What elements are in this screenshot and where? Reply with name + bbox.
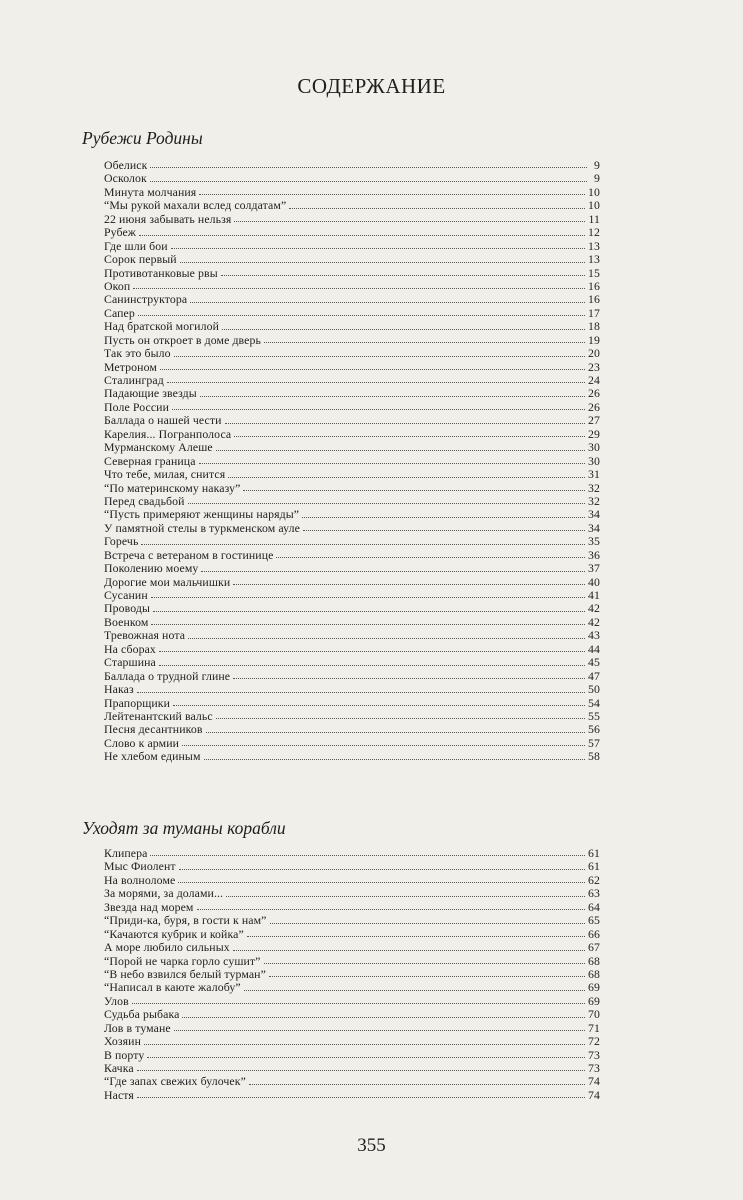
toc-entry — [104, 994, 600, 1007]
toc-entry — [104, 427, 600, 440]
entry-page-number: 34 — [588, 507, 600, 522]
entry-page-number: 40 — [588, 574, 600, 589]
entry-title: Лов в тумане — [104, 1020, 171, 1035]
entry-page-number: 24 — [588, 373, 600, 387]
entry-title: Северная граница — [104, 453, 196, 468]
dot-leader — [276, 553, 585, 558]
dot-leader — [233, 580, 585, 585]
dot-leader — [174, 352, 585, 357]
toc-entry — [104, 655, 600, 668]
dot-leader — [221, 271, 585, 276]
entry-page-number: 43 — [588, 628, 600, 643]
dot-leader — [222, 325, 585, 330]
dot-leader — [199, 190, 585, 195]
toc-entry — [104, 266, 600, 279]
entry-page-number: 35 — [588, 534, 600, 549]
toc-entry — [104, 588, 600, 601]
dot-leader — [144, 1040, 585, 1045]
dot-leader — [151, 620, 585, 625]
toc-entry — [104, 185, 600, 198]
entry-page-number: 65 — [588, 913, 600, 928]
toc-entry — [104, 548, 600, 561]
entry-title: Наказ — [104, 682, 134, 697]
toc-entry — [104, 306, 600, 319]
dot-leader — [182, 1013, 585, 1018]
entry-title: Старшина — [104, 655, 156, 670]
toc-entry — [104, 642, 600, 655]
toc-entry — [104, 360, 600, 373]
entry-page-number: 74 — [588, 1074, 600, 1089]
dot-leader — [197, 905, 586, 910]
dot-leader — [204, 755, 585, 760]
entry-title: Встреча с ветераном в гостинице — [104, 547, 274, 562]
entry-page-number: 58 — [588, 749, 600, 764]
dot-leader — [206, 728, 585, 733]
toc-entry — [104, 346, 600, 359]
dot-leader — [200, 392, 585, 397]
dot-leader — [234, 432, 585, 437]
entry-page-number: 32 — [588, 480, 600, 495]
entry-title: Санинструктора — [104, 292, 188, 307]
entry-title: Так это было — [104, 346, 171, 361]
entry-page-number: 26 — [588, 399, 600, 414]
entry-page-number: 32 — [588, 493, 600, 508]
toc-entry — [104, 873, 600, 886]
entry-title: “Качаются кубрик и койка” — [104, 926, 244, 941]
dot-leader — [244, 986, 585, 991]
dot-leader — [233, 674, 585, 679]
entry-page-number: 74 — [588, 1087, 600, 1102]
entry-title: В порту — [104, 1047, 145, 1062]
entry-page-number: 63 — [588, 886, 600, 901]
entry-title: Клипера — [104, 846, 148, 860]
toc-entry — [104, 158, 600, 171]
toc-entry — [104, 279, 600, 292]
toc-entry — [104, 954, 600, 967]
toc-entry — [104, 467, 600, 480]
entry-page-number: 9 — [594, 171, 600, 186]
entry-title: Что тебе, милая, снится — [104, 467, 226, 482]
entry-title: Военком — [104, 614, 149, 629]
toc-entry — [104, 927, 600, 940]
toc-entry — [104, 521, 600, 534]
entry-title: Баллада о нашей чести — [104, 413, 222, 428]
entry-page-number: 27 — [588, 413, 600, 428]
entry-page-number: 47 — [588, 668, 600, 683]
entry-title: “Написал в каюте жалобу” — [104, 980, 241, 995]
dot-leader — [150, 163, 587, 168]
toc-entry — [104, 1034, 600, 1047]
toc-entry — [104, 400, 600, 413]
entry-page-number: 42 — [588, 614, 600, 629]
dot-leader — [139, 231, 585, 236]
entry-page-number: 67 — [588, 940, 600, 955]
entry-title: Окоп — [104, 278, 131, 293]
dot-leader — [171, 244, 585, 249]
entry-title: Звезда над морем — [104, 899, 194, 914]
entry-page-number: 68 — [588, 953, 600, 968]
entry-title: У памятной стелы в туркменском ауле — [104, 520, 300, 535]
entry-title: “По материнскому наказу” — [104, 480, 241, 495]
entry-title: Пусть он откроет в доме дверь — [104, 332, 261, 347]
dot-leader — [201, 567, 585, 572]
toc-entry — [104, 722, 600, 735]
entry-page-number: 15 — [588, 265, 600, 280]
entry-page-number: 18 — [588, 319, 600, 334]
dot-leader — [190, 298, 585, 303]
entry-title: Судьба рыбака — [104, 1007, 180, 1022]
entry-page-number: 66 — [588, 926, 600, 941]
entry-title: Лейтенантский вальс — [104, 708, 213, 723]
entry-title: Дорогие мои мальчишки — [104, 574, 231, 589]
dot-leader — [153, 607, 585, 612]
toc-entry — [104, 481, 600, 494]
dot-leader — [141, 540, 585, 545]
entry-title: Настя — [104, 1087, 134, 1102]
entry-page-number: 12 — [588, 225, 600, 240]
page-number: 355 — [357, 1135, 386, 1156]
dot-leader — [147, 1053, 585, 1058]
toc-entry — [104, 1007, 600, 1020]
toc-entry — [104, 940, 600, 953]
dot-leader — [233, 946, 585, 951]
dot-leader — [303, 526, 585, 531]
entry-page-number: 64 — [588, 899, 600, 914]
toc-entry — [104, 1088, 600, 1101]
entry-title: Поле России — [104, 399, 169, 414]
dot-leader — [138, 311, 585, 316]
dot-leader — [264, 959, 585, 964]
entry-title: Карелия... Погранполоса — [104, 426, 232, 441]
dot-leader — [179, 865, 585, 870]
entry-title: Минута молчания — [104, 184, 197, 199]
entry-page-number: 70 — [588, 1007, 600, 1022]
entry-page-number: 23 — [588, 359, 600, 374]
entry-page-number: 56 — [588, 722, 600, 737]
entry-page-number: 72 — [588, 1034, 600, 1049]
entry-page-number: 30 — [588, 453, 600, 468]
dot-leader — [150, 177, 587, 182]
entry-page-number: 68 — [588, 966, 600, 981]
dot-leader — [159, 661, 585, 666]
entry-title: 22 июня забывать нельзя — [104, 211, 232, 226]
entry-title: Не хлебом единым — [104, 749, 201, 764]
dot-leader — [269, 972, 585, 977]
toc-entry — [104, 333, 600, 346]
toc-entry — [104, 1021, 600, 1034]
entry-title: Рубеж — [104, 225, 137, 240]
dot-leader — [270, 919, 585, 924]
entry-page-number: 57 — [588, 735, 600, 750]
toc-entry — [104, 900, 600, 913]
toc-entry — [104, 682, 600, 695]
toc-entry — [104, 669, 600, 682]
entry-title: Поколению моему — [104, 561, 199, 576]
entry-title: “В небо взвился белый турман” — [104, 966, 266, 981]
entry-title: “Порой не чарка горло сушит” — [104, 953, 261, 968]
dot-leader — [150, 851, 585, 856]
toc-entry — [104, 846, 600, 859]
toc-entry — [104, 1061, 600, 1074]
entry-page-number: 19 — [588, 332, 600, 347]
entry-title: Над братской могилой — [104, 319, 219, 334]
entry-title: На волноломе — [104, 872, 176, 887]
toc-entry — [104, 225, 600, 238]
dot-leader — [226, 892, 585, 897]
toc-entry — [104, 696, 600, 709]
entry-page-number: 73 — [588, 1061, 600, 1075]
entry-title: Сталинград — [104, 373, 164, 387]
entry-title: Метроном — [104, 359, 157, 374]
dot-leader — [302, 513, 585, 518]
entry-page-number: 44 — [588, 641, 600, 656]
section-heading-2: Уходят за туманы корабли — [82, 818, 286, 838]
entry-title: Хозяин — [104, 1034, 141, 1049]
entry-title: Качка — [104, 1061, 134, 1075]
entry-title: Баллада о трудной глине — [104, 668, 231, 683]
page-title: СОДЕРЖАНИЕ — [297, 74, 446, 98]
dot-leader — [137, 1066, 585, 1071]
entry-title: На сборах — [104, 641, 156, 656]
toc-list-section-1 — [104, 158, 600, 763]
toc-entry — [104, 198, 600, 211]
dot-leader — [289, 204, 585, 209]
toc-entry — [104, 749, 600, 762]
dot-leader — [216, 714, 585, 719]
entry-page-number: 73 — [588, 1047, 600, 1062]
dot-leader — [249, 1080, 585, 1085]
dot-leader — [174, 1026, 585, 1031]
dot-leader — [228, 473, 585, 478]
entry-page-number: 69 — [588, 980, 600, 995]
dot-leader — [180, 258, 585, 263]
entry-page-number: 10 — [588, 184, 600, 199]
entry-title: Сусанин — [104, 588, 148, 602]
entry-title: “Пусть примеряют женщины наряды” — [104, 507, 300, 522]
toc-entry — [104, 615, 600, 628]
dot-leader — [172, 405, 585, 410]
entry-title: Улов — [104, 993, 129, 1008]
toc-entry — [104, 980, 600, 993]
dot-leader — [160, 365, 585, 370]
dot-leader — [182, 741, 585, 746]
toc-entry — [104, 373, 600, 386]
toc-entry — [104, 967, 600, 980]
entry-title: Противотанковые рвы — [104, 265, 218, 280]
toc-entry — [104, 494, 600, 507]
entry-page-number: 69 — [588, 993, 600, 1008]
dot-leader — [137, 688, 585, 693]
dot-leader — [173, 701, 585, 706]
entry-page-number: 34 — [588, 520, 600, 535]
entry-title: А море любило сильных — [104, 940, 230, 955]
toc-entry — [104, 413, 600, 426]
entry-title: Где шли бои — [104, 238, 168, 253]
dot-leader — [264, 338, 585, 343]
dot-leader — [216, 446, 585, 451]
entry-page-number: 16 — [588, 278, 600, 293]
dot-leader — [188, 499, 585, 504]
toc-entry — [104, 252, 600, 265]
entry-page-number: 17 — [588, 305, 600, 320]
entry-page-number: 13 — [588, 252, 600, 267]
entry-page-number: 16 — [588, 292, 600, 307]
toc-entry — [104, 1048, 600, 1061]
entry-title: Мыс Фиолент — [104, 859, 176, 874]
entry-page-number: 30 — [588, 440, 600, 455]
entry-title: Осколок — [104, 171, 147, 186]
toc-entry — [104, 859, 600, 872]
dot-leader — [225, 419, 585, 424]
entry-title: Горечь — [104, 534, 139, 549]
toc-entry — [104, 292, 600, 305]
dot-leader — [188, 634, 585, 639]
toc-list-section-2 — [104, 846, 600, 1101]
toc-entry — [104, 507, 600, 520]
toc-entry — [104, 386, 600, 399]
entry-title: За морями, за долами... — [104, 886, 224, 901]
entry-page-number: 37 — [588, 561, 600, 576]
dot-leader — [178, 878, 585, 883]
toc-entry — [104, 319, 600, 332]
entry-title: Прапорщики — [104, 695, 171, 710]
entry-page-number: 26 — [588, 386, 600, 401]
entry-page-number: 11 — [588, 211, 600, 226]
dot-leader — [151, 593, 585, 598]
toc-entry — [104, 1074, 600, 1087]
entry-page-number: 29 — [588, 426, 600, 441]
entry-page-number: 13 — [588, 238, 600, 253]
toc-entry — [104, 534, 600, 547]
entry-title: Тревожная нота — [104, 628, 186, 643]
entry-page-number: 36 — [588, 547, 600, 562]
entry-page-number: 61 — [588, 846, 600, 860]
entry-page-number: 42 — [588, 601, 600, 616]
dot-leader — [132, 999, 585, 1004]
entry-page-number: 41 — [588, 588, 600, 602]
toc-entry — [104, 561, 600, 574]
dot-leader — [167, 378, 585, 383]
dot-leader — [234, 217, 585, 222]
entry-title: “Где запах свежих булочек” — [104, 1074, 246, 1089]
entry-page-number: 9 — [594, 158, 600, 172]
entry-page-number: 62 — [588, 872, 600, 887]
toc-entry — [104, 709, 600, 722]
entry-title: Слово к армии — [104, 735, 180, 750]
dot-leader — [243, 486, 585, 491]
dot-leader — [247, 932, 585, 937]
toc-entry — [104, 601, 600, 614]
entry-title: “Мы рукой махали вслед солдатам” — [104, 198, 287, 213]
toc-entry — [104, 440, 600, 453]
dot-leader — [199, 459, 585, 464]
entry-title: “Приди-ка, буря, в гости к нам” — [104, 913, 267, 928]
entry-title: Перед свадьбой — [104, 493, 185, 508]
entry-page-number: 10 — [588, 198, 600, 213]
entry-page-number: 61 — [588, 859, 600, 874]
entry-title: Сорок первый — [104, 252, 177, 267]
toc-entry — [104, 886, 600, 899]
entry-page-number: 55 — [588, 708, 600, 723]
entry-title: Песня десантников — [104, 722, 203, 737]
entry-page-number: 45 — [588, 655, 600, 670]
section-heading-1: Рубежи Родины — [82, 128, 203, 148]
toc-entry — [104, 212, 600, 225]
entry-title: Падающие звезды — [104, 386, 197, 401]
entry-title: Мурманскому Алеше — [104, 440, 213, 455]
entry-page-number: 50 — [588, 682, 600, 697]
entry-page-number: 71 — [588, 1020, 600, 1035]
toc-entry — [104, 239, 600, 252]
toc-entry — [104, 575, 600, 588]
dot-leader — [137, 1093, 585, 1098]
entry-page-number: 54 — [588, 695, 600, 710]
entry-title: Сапер — [104, 305, 135, 320]
dot-leader — [133, 284, 585, 289]
entry-page-number: 31 — [588, 467, 600, 482]
dot-leader — [159, 647, 585, 652]
toc-entry — [104, 628, 600, 641]
entry-page-number: 20 — [588, 346, 600, 361]
entry-title: Проводы — [104, 601, 150, 616]
entry-title: Обелиск — [104, 158, 148, 172]
toc-entry — [104, 454, 600, 467]
toc-entry — [104, 736, 600, 749]
toc-entry — [104, 913, 600, 926]
toc-entry — [104, 171, 600, 184]
